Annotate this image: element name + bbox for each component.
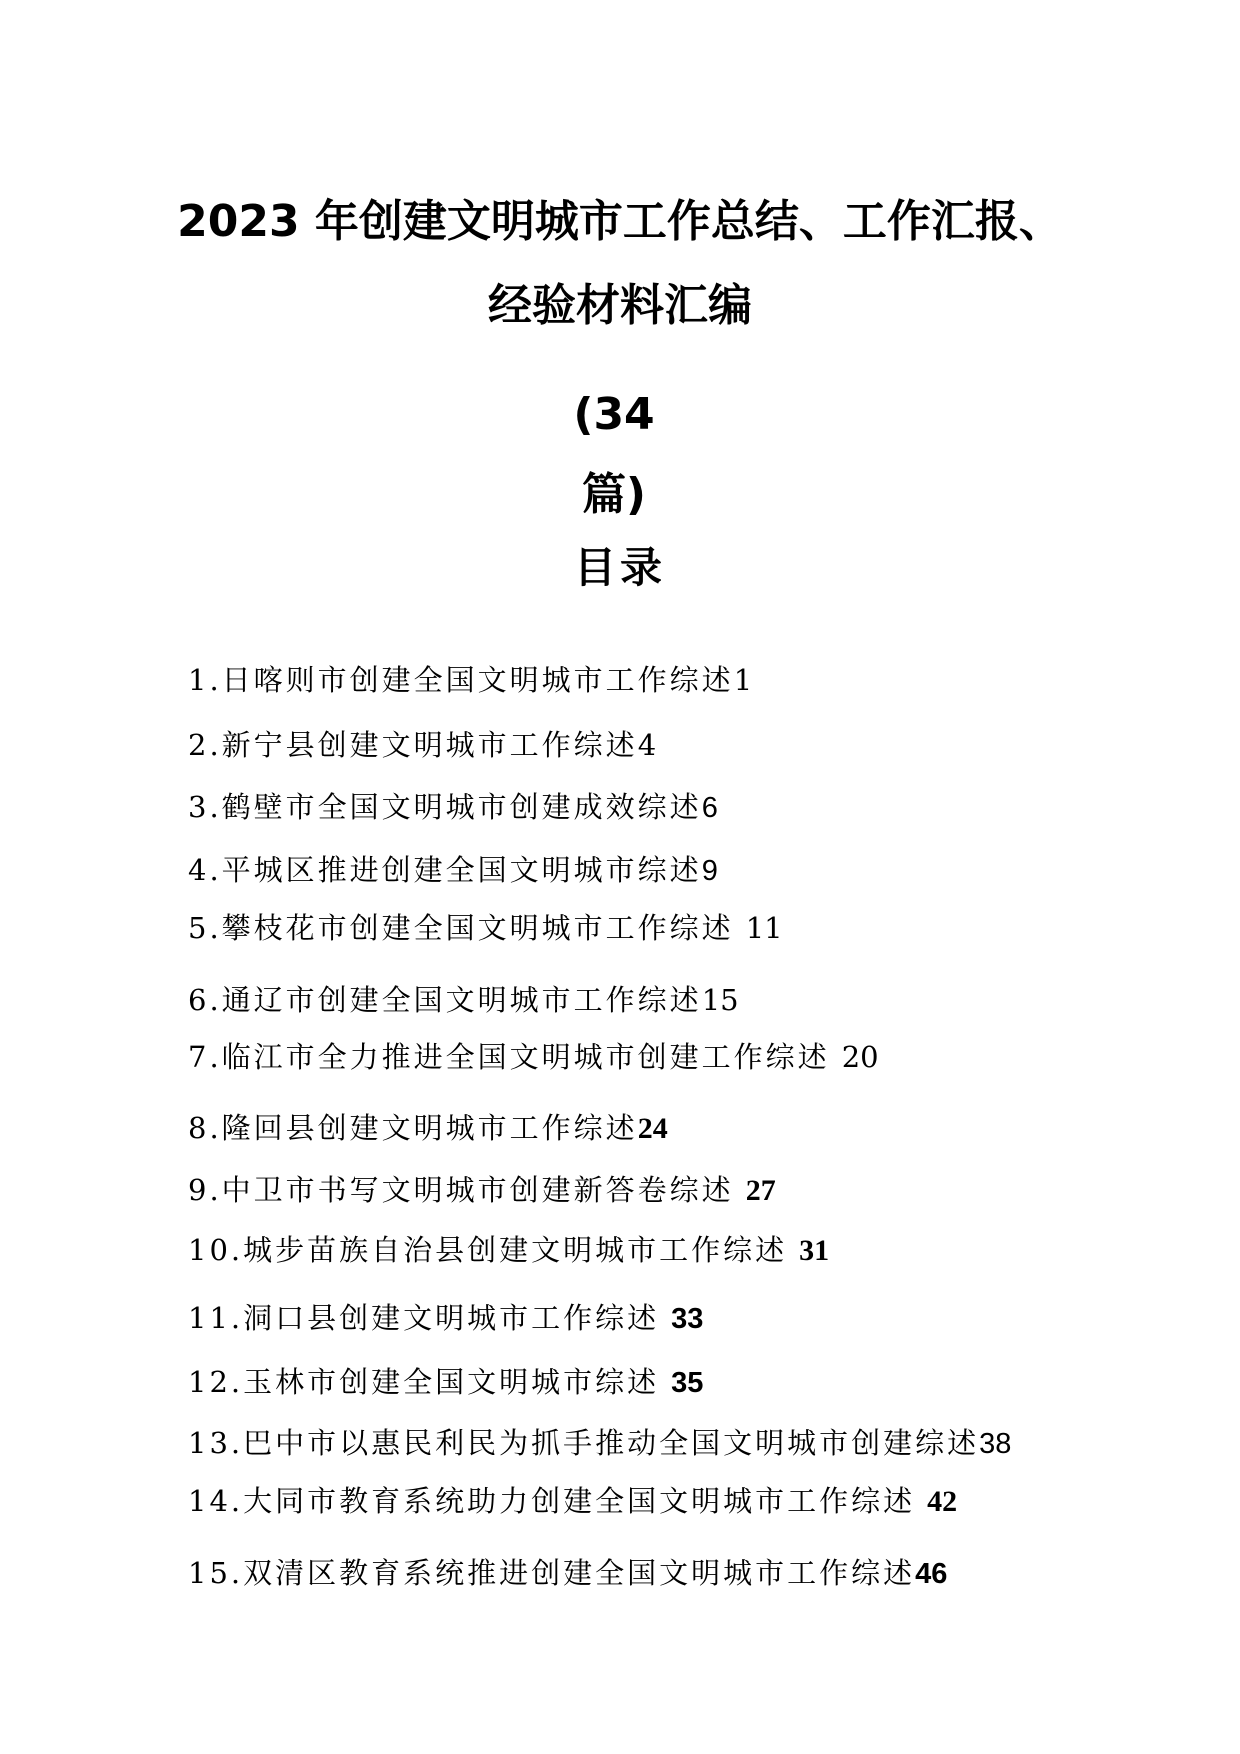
toc-item-page: 24 <box>637 1112 668 1145</box>
toc-item-page: 46 <box>915 1558 948 1590</box>
toc-item-text: 玉林市创建全国文明城市综述 <box>243 1365 660 1399</box>
toc-item-page: 27 <box>745 1174 776 1207</box>
toc-item-number: 8. <box>188 1111 222 1145</box>
toc-item-number: 12. <box>188 1365 244 1399</box>
toc-item-number: 9. <box>188 1173 222 1207</box>
toc-item-4[interactable] <box>188 850 718 891</box>
toc-item-15[interactable] <box>188 1553 947 1594</box>
toc-item-page: 6 <box>701 792 718 824</box>
toc-item-text: 城步苗族自治县创建文明城市工作综述 <box>243 1233 788 1267</box>
toc-item-11[interactable] <box>188 1298 703 1339</box>
toc-item-page: 33 <box>671 1303 704 1335</box>
toc-item-13[interactable] <box>188 1423 1011 1464</box>
toc-item-page: 11 <box>745 911 783 945</box>
toc-item-text: 新宁县创建文明城市工作综述 <box>221 728 638 762</box>
document-title-line-1: 2023 年创建文明城市工作总结、工作汇报、 <box>177 196 1063 247</box>
toc-item-7[interactable] <box>188 1037 879 1077</box>
toc-item-text: 攀枝花市创建全国文明城市工作综述 <box>221 911 734 945</box>
toc-item-number: 14. <box>188 1484 244 1518</box>
toc-item-text: 平城区推进创建全国文明城市综述 <box>221 853 702 887</box>
toc-item-text: 临江市全力推进全国文明城市创建工作综述 <box>221 1040 830 1074</box>
toc-item-page: 9 <box>701 855 718 887</box>
toc-item-number: 4. <box>188 853 222 887</box>
toc-item-text: 通辽市创建全国文明城市工作综述 <box>221 983 702 1017</box>
toc-item-number: 10. <box>188 1233 244 1267</box>
toc-item-5[interactable] <box>188 908 783 948</box>
document-title-line-2: 经验材料汇编 <box>488 280 752 331</box>
toc-item-text: 鹤壁市全国文明城市创建成效综述 <box>221 790 702 824</box>
toc-item-14[interactable] <box>188 1481 957 1522</box>
toc-item-number: 6. <box>188 983 222 1017</box>
toc-item-number: 3. <box>188 790 222 824</box>
toc-item-6[interactable] <box>188 980 739 1020</box>
toc-item-text: 隆回县创建文明城市工作综述 <box>221 1111 638 1145</box>
toc-item-9[interactable] <box>188 1170 776 1211</box>
toc-item-page: 20 <box>841 1040 879 1074</box>
toc-item-1[interactable] <box>188 660 752 700</box>
toc-item-text: 日喀则市创建全国文明城市工作综述 <box>221 663 734 697</box>
toc-item-number: 13. <box>188 1426 244 1460</box>
toc-item-text: 巴中市以惠民利民为抓手推动全国文明城市创建综述 <box>243 1426 980 1460</box>
toc-item-number: 11. <box>188 1301 244 1335</box>
toc-item-10[interactable] <box>188 1230 829 1271</box>
toc-heading: 目录 <box>573 543 666 592</box>
toc-item-page: 4 <box>637 728 657 762</box>
toc-item-page: 31 <box>799 1234 830 1267</box>
toc-item-2[interactable] <box>188 725 656 765</box>
toc-item-text: 双清区教育系统推进创建全国文明城市工作综述 <box>243 1556 916 1590</box>
toc-item-page: 15 <box>701 983 739 1017</box>
toc-item-text: 中卫市书写文明城市创建新答卷综述 <box>221 1173 734 1207</box>
toc-item-12[interactable] <box>188 1362 703 1403</box>
toc-item-page: 35 <box>671 1367 704 1399</box>
toc-item-8[interactable] <box>188 1108 668 1149</box>
toc-item-text: 大同市教育系统助力创建全国文明城市工作综述 <box>243 1484 916 1518</box>
toc-item-text: 洞口县创建文明城市工作综述 <box>243 1301 660 1335</box>
toc-item-page: 38 <box>979 1428 1012 1460</box>
article-count-line-2: 篇) <box>581 469 647 520</box>
toc-item-number: 2. <box>188 728 222 762</box>
toc-item-number: 15. <box>188 1556 244 1590</box>
article-count-line-1: (34 <box>573 389 655 440</box>
toc-item-number: 7. <box>188 1040 222 1074</box>
toc-item-number: 5. <box>188 911 222 945</box>
toc-item-3[interactable] <box>188 787 718 828</box>
toc-item-page: 1 <box>733 663 753 697</box>
toc-item-page: 42 <box>927 1485 958 1518</box>
toc-item-number: 1. <box>188 663 222 697</box>
